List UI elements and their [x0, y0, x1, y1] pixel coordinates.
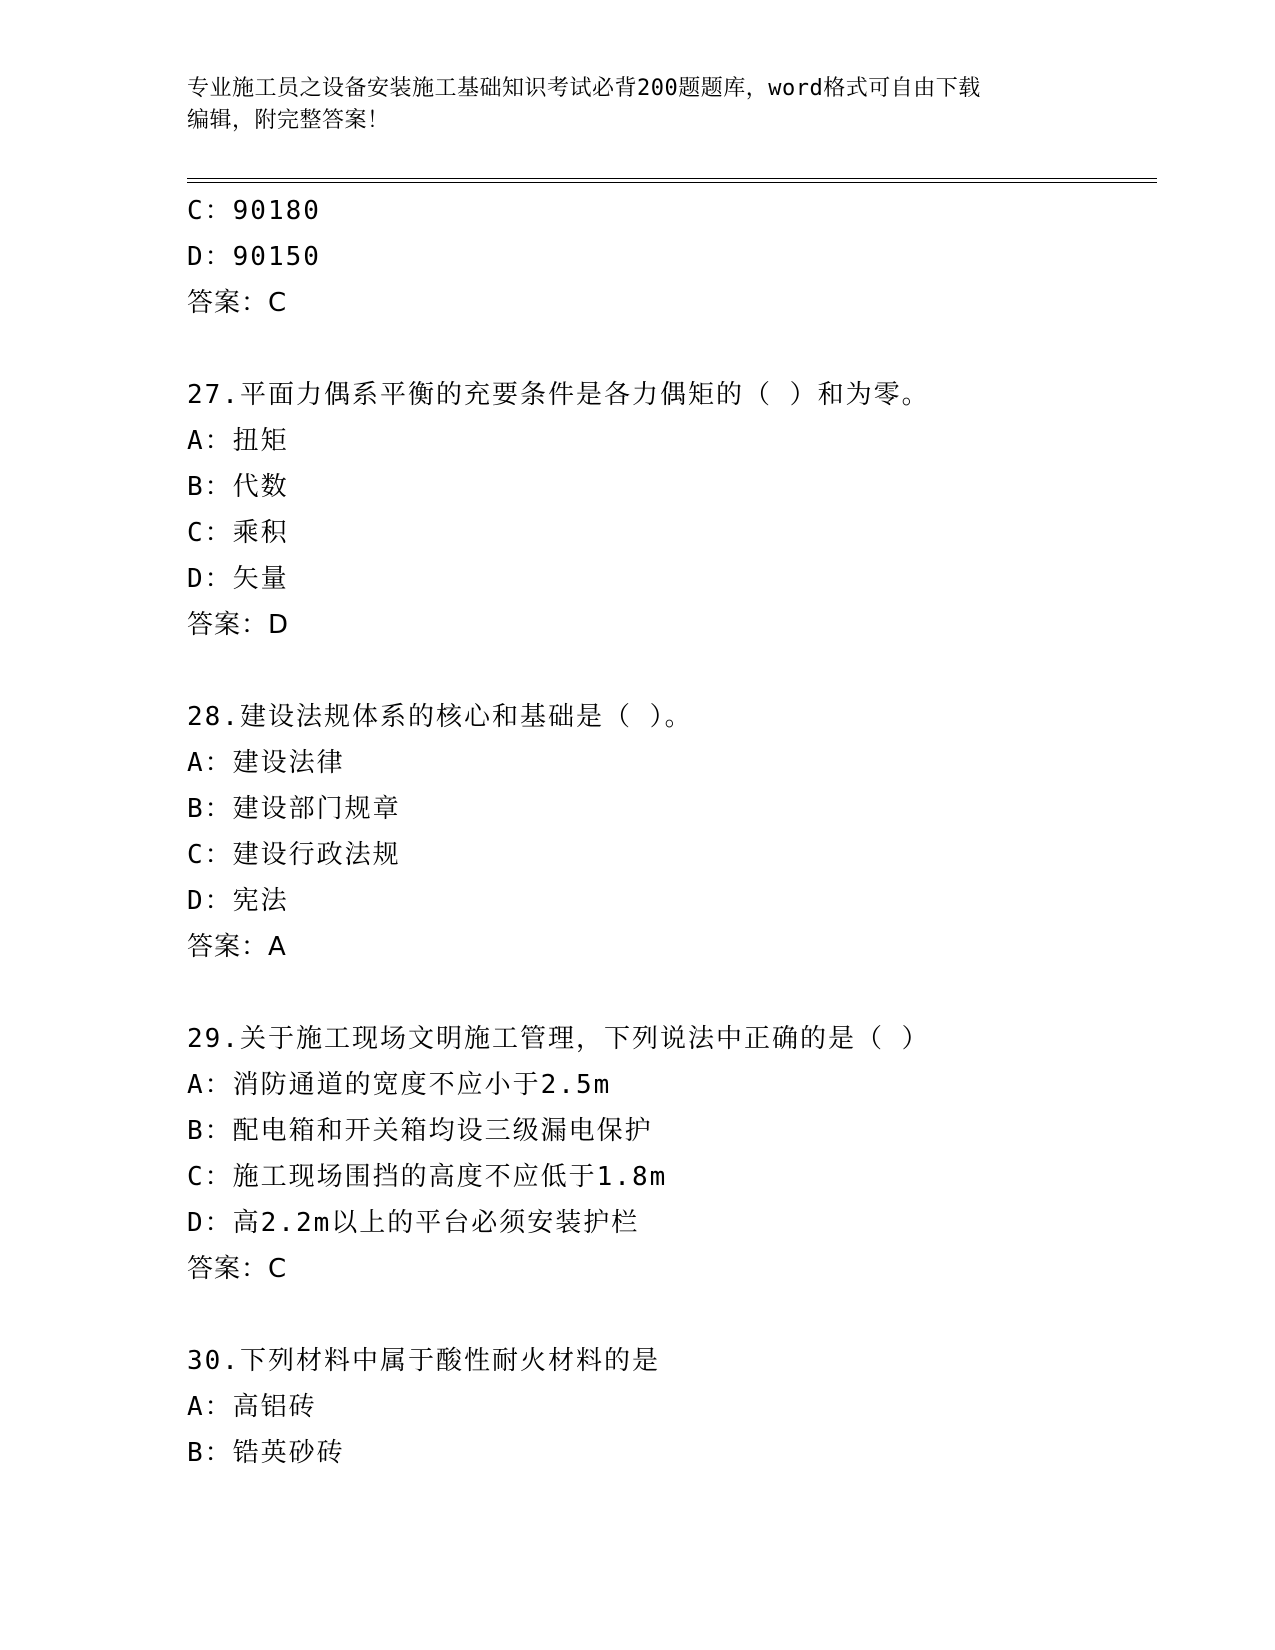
- question-28: [187, 694, 1157, 970]
- option-letter: D：: [187, 564, 233, 594]
- option-letter: D：: [187, 242, 233, 272]
- header-rule-bottom: [187, 182, 1157, 183]
- option-text: 配电箱和开关箱均设三级漏电保护: [232, 1116, 653, 1146]
- option-d: [187, 556, 1157, 602]
- answer: 答案：C: [187, 288, 288, 318]
- option-c: [187, 188, 1157, 234]
- option-letter: C：: [187, 518, 233, 548]
- option-a: [187, 418, 1157, 464]
- option-letter: A：: [187, 426, 233, 456]
- option-letter: B：: [187, 1438, 233, 1468]
- option-b: [187, 786, 1157, 832]
- option-text: 消防通道的宽度不应小于2.5m: [232, 1070, 612, 1100]
- header-rule-top: [187, 178, 1157, 179]
- option-c: [187, 510, 1157, 556]
- option-letter: A：: [187, 1070, 233, 1100]
- answer: 答案：C: [187, 1254, 288, 1284]
- spacer: [187, 648, 1157, 694]
- spacer: [187, 326, 1157, 372]
- answer: 答案：A: [187, 932, 287, 962]
- option-text: 施工现场围挡的高度不应低于1.8m: [232, 1162, 668, 1192]
- question-26-tail: [187, 188, 1157, 326]
- option-letter: B：: [187, 472, 233, 502]
- question-list: [187, 188, 1157, 1476]
- question-29: [187, 1016, 1157, 1292]
- option-d: [187, 1200, 1157, 1246]
- option-text: 锆英砂砖: [232, 1438, 345, 1468]
- option-text: 建设部门规章: [232, 794, 401, 824]
- option-letter: B：: [187, 1116, 233, 1146]
- option-letter: C：: [187, 196, 233, 226]
- option-text: 建设行政法规: [232, 840, 401, 870]
- option-b: [187, 1108, 1157, 1154]
- option-text: 扭矩: [232, 426, 289, 456]
- option-d: [187, 234, 1157, 280]
- option-letter: D：: [187, 886, 233, 916]
- option-text: 矢量: [232, 564, 289, 594]
- option-a: [187, 740, 1157, 786]
- option-text: 高铝砖: [232, 1392, 317, 1422]
- question-30: [187, 1338, 1157, 1476]
- spacer: [187, 970, 1157, 1016]
- option-text: 乘积: [232, 518, 289, 548]
- header-line-1: 专业施工员之设备安装施工基础知识考试必背200题题库，word格式可自由下载: [187, 76, 981, 101]
- question-27: [187, 372, 1157, 648]
- option-c: [187, 1154, 1157, 1200]
- question-text: 29.关于施工现场文明施工管理，下列说法中正确的是（ ）: [187, 1024, 930, 1054]
- option-a: [187, 1384, 1157, 1430]
- option-b: [187, 1430, 1157, 1476]
- option-text: 宪法: [232, 886, 289, 916]
- option-text: 90180: [232, 196, 321, 226]
- spacer: [187, 1292, 1157, 1338]
- document-header: [187, 73, 1087, 137]
- option-c: [187, 832, 1157, 878]
- option-d: [187, 878, 1157, 924]
- option-letter: D：: [187, 1208, 233, 1238]
- answer: 答案：D: [187, 610, 290, 640]
- option-text: 90150: [232, 242, 321, 272]
- question-text: 27.平面力偶系平衡的充要条件是各力偶矩的（ ）和为零。: [187, 380, 930, 410]
- question-text: 30.下列材料中属于酸性耐火材料的是: [187, 1346, 660, 1376]
- option-text: 建设法律: [232, 748, 345, 778]
- option-text: 代数: [232, 472, 289, 502]
- option-letter: C：: [187, 1162, 233, 1192]
- question-text: 28.建设法规体系的核心和基础是（ ）。: [187, 702, 693, 732]
- header-line-2: 编辑，附完整答案！: [187, 108, 390, 133]
- option-a: [187, 1062, 1157, 1108]
- option-text: 高2.2m以上的平台必须安装护栏: [232, 1208, 640, 1238]
- option-letter: A：: [187, 1392, 233, 1422]
- option-letter: A：: [187, 748, 233, 778]
- option-letter: C：: [187, 840, 233, 870]
- option-b: [187, 464, 1157, 510]
- option-letter: B：: [187, 794, 233, 824]
